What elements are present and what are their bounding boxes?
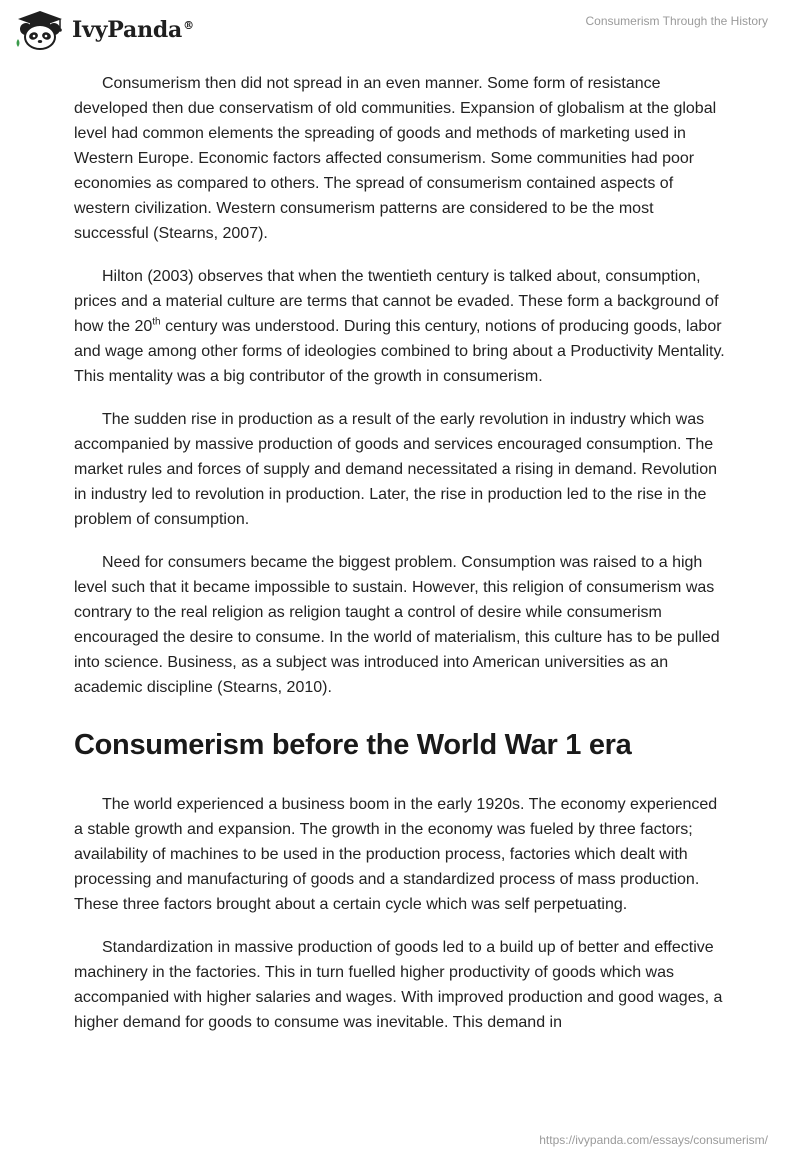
paragraph: Need for consumers became the biggest problem. Consumption was raised to a high level such that it became impossible to sustain. However, this religion of consumerism was contrary to the real religion as religion taught a control of desire while consumerism encouraged the desire to consume. In the world of materialism, this culture has to be pulled into science. Business, as a subject was introduced into American universities as an academic discipline (Stearns, 2010). xyxy=(74,554,720,696)
source-url[interactable]: https://ivypanda.com/essays/consumerism/ xyxy=(539,1133,768,1147)
essay-body xyxy=(74,71,726,1053)
site-logo[interactable] xyxy=(14,8,194,52)
paragraph: Hilton (2003) observes that when the twentieth century is talked about, consumption, prices and a material culture are terms that cannot be evaded. These form a background of how the 20th century was understood. During this century, notions of producing goods, labor and wage among other forms of ideologies combined to bring about a Productivity Mentality. This mentality was a big contributor of the growth in consumerism. xyxy=(74,268,725,385)
panda-graduate-icon xyxy=(14,9,66,51)
page-header xyxy=(0,0,800,56)
logo-wordmark: IvyPanda® xyxy=(72,17,194,43)
paragraph: The world experienced a business boom in the early 1920s. The economy experienced a stable growth and expansion. The growth in the economy was fueled by three factors; availability of machines to be used in the production process, factories which dealt with processing and manufacturing of goods and a standardized process of mass production. These three factors brought about a certain cycle which was self perpetuating. xyxy=(74,796,718,913)
paragraph: Standardization in massive production of goods led to a build up of better and effective machinery in the factories. This in turn fuelled higher productivity of goods which was accompanied with higher salaries and wages. With improved production and good wages, a higher demand for goods to consume was inevitable. This demand in xyxy=(74,939,723,1031)
document-title: Consumerism Through the History xyxy=(585,14,768,28)
section-heading: Consumerism before the World War 1 era xyxy=(74,729,632,761)
paragraph: The sudden rise in production as a result of the early revolution in industry which was accompanied by massive production of goods and services encouraged consumption. The market rules and forces of supply and demand necessitated a rising in demand. Revolution in industry led to revolution in production. Later, the rise in production led to the rise in the problem of consumption. xyxy=(74,411,718,528)
paragraph: Consumerism then did not spread in an even manner. Some form of resistance developed then due conservatism of old communities. Expansion of globalism at the global level had common elements the spreading of goods and methods of marketing used in Western Europe. Economic factors affected consumerism. Some communities had poor economies as compared to others. The spread of consumerism contained aspects of western civilization. Western consumerism patterns are considered to be the most successful (Stearns, 2007). xyxy=(74,75,717,242)
